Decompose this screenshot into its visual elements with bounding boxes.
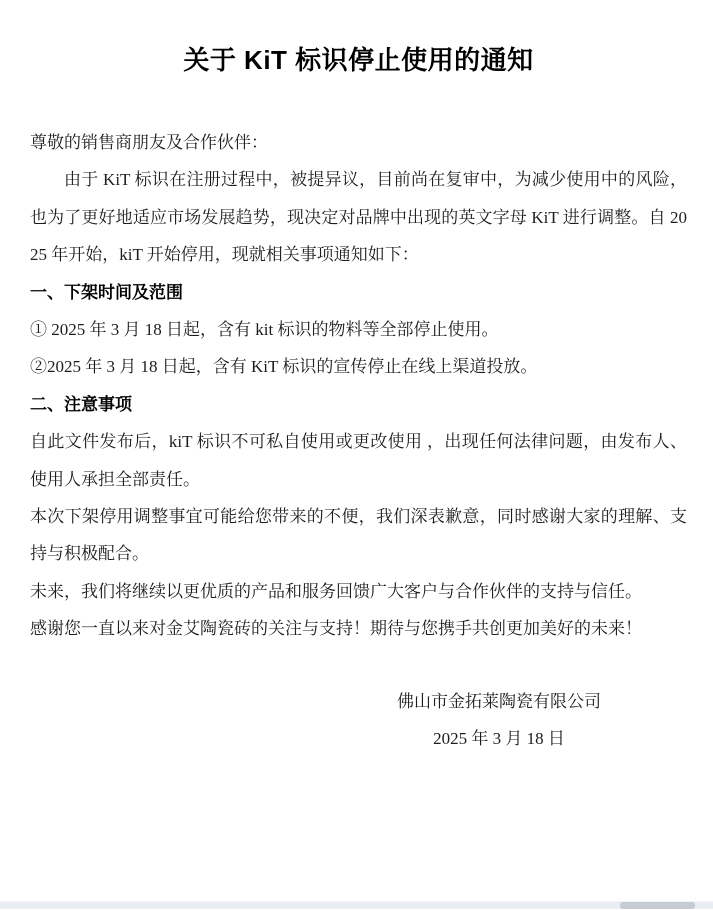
section-1-item-1: ① 2025 年 3 月 18 日起，含有 kit 标识的物料等全部停止使用。	[30, 320, 499, 340]
section-1-item-2: ②2025 年 3 月 18 日起，含有 KiT 标识的宣传停止在线上渠道投放。	[30, 357, 538, 377]
document-page	[0, 42, 713, 758]
notice-title: 关于 KiT 标识停止使用的通知	[183, 45, 534, 75]
salutation-line: 尊敬的销售商朋友及合作伙伴：	[30, 133, 268, 152]
horizontal-scrollbar[interactable]	[0, 901, 713, 909]
signature-block	[397, 683, 601, 758]
signature-date: 2025 年 3 月 18 日	[433, 729, 565, 749]
section-2-heading: 二、注意事项	[30, 394, 132, 414]
section-2-para-3: 未来，我们将继续以更优质的产品和服务回馈广大客户与合作伙伴的支持与信任。	[30, 581, 642, 601]
scrollbar-thumb[interactable]	[620, 902, 695, 909]
section-2-para-1: 自此文件发布后，kiT 标识不可私自使用或更改使用 ，出现任何法律问题，由发布人、使用人承担全部责任。	[30, 432, 687, 489]
section-2-para-2: 本次下架停用调整事宜可能给您带来的不便，我们深表歉意，同时感谢大家的理解、支持与积极配合。	[30, 507, 687, 564]
section-1-heading: 一、下架时间及范围	[30, 282, 183, 302]
section-2-para-4: 感谢您一直以来对金艾陶瓷砖的关注与支持！期待与您携手共创更加美好的未来！	[30, 619, 642, 639]
intro-paragraph: 由于 KiT 标识在注册过程中，被提异议，目前尚在复审中，为减少使用中的风险，也为了更好地适应市场发展趋势，现决定对品牌中出现的英文字母 KiT 进行调整。自 2025 年开始，kiT 开始停用，现就相关事项通知如下：	[30, 170, 687, 265]
company-signature: 佛山市金拓莱陶瓷有限公司	[397, 691, 601, 711]
